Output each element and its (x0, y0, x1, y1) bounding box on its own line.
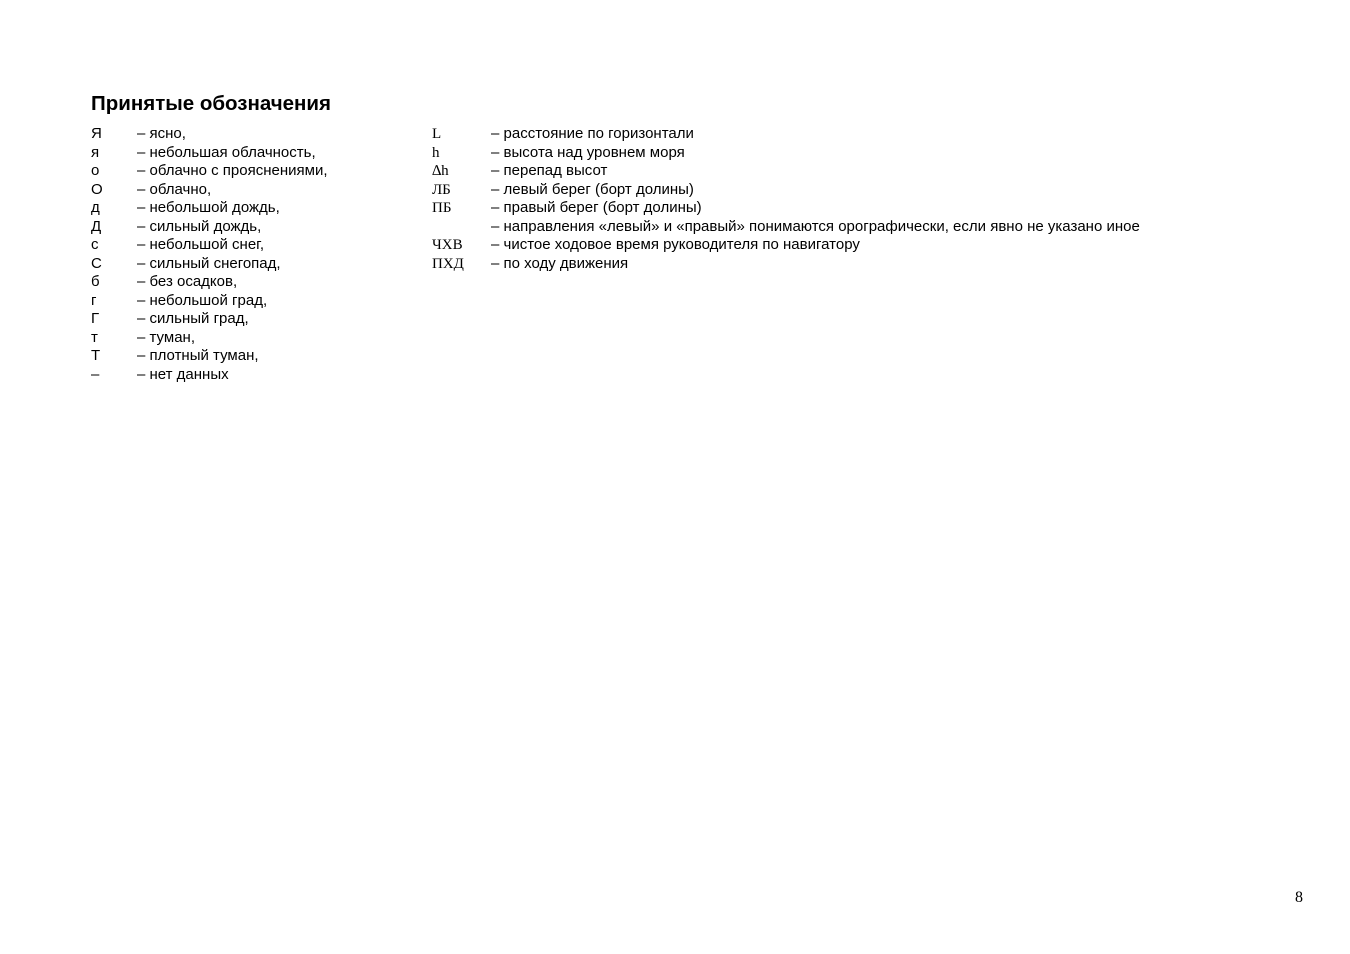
legend-symbol: С (91, 254, 102, 272)
legend-symbol: с (91, 236, 99, 253)
legend-description: – туман, (137, 328, 195, 346)
legend-row (91, 162, 328, 181)
route-legend (432, 125, 1140, 273)
legend-description: – без осадков, (137, 273, 238, 290)
legend-description: – направления «левый» и «правый» понимаются орографически, если явно не указано иное (491, 217, 1140, 235)
legend-symbol: L (432, 126, 442, 142)
legend-symbol: г (91, 291, 97, 309)
legend-description: – плотный туман, (137, 347, 259, 364)
legend-description: – ясно, (137, 125, 186, 142)
weather-legend (91, 125, 328, 384)
legend-row (432, 236, 1140, 255)
legend-description: – расстояние по горизонтали (491, 125, 694, 142)
legend-symbol: ПБ (432, 200, 452, 216)
legend-symbol: – (91, 365, 100, 383)
legend-description: – облачно, (137, 180, 212, 198)
legend-symbol: т (91, 328, 98, 346)
legend-row (432, 162, 1140, 181)
legend-symbol: Д (91, 217, 102, 235)
legend-row (432, 218, 1140, 237)
legend-symbol: д (91, 199, 100, 216)
legend-symbol: ЧХВ (432, 237, 463, 253)
legend-row (432, 125, 1140, 144)
page-title: Принятые обозначения (91, 92, 331, 115)
legend-row (91, 218, 328, 237)
legend-row (91, 292, 328, 311)
legend-symbol: h (432, 144, 440, 161)
legend-description: – сильный снегопад, (137, 254, 281, 272)
legend-row (432, 255, 1140, 274)
legend-symbol: Я (91, 125, 102, 142)
legend-row (91, 273, 328, 292)
legend-row (91, 181, 328, 200)
legend-row (432, 199, 1140, 218)
legend-row (91, 199, 328, 218)
legend-symbol: ЛБ (432, 181, 451, 198)
page-number: 8 (1295, 889, 1303, 906)
legend-row (91, 310, 328, 329)
legend-description: – сильный град, (137, 310, 249, 327)
legend-description: – чистое ходовое время руководителя по навигатору (491, 236, 860, 253)
legend-description: – левый берег (борт долины) (491, 180, 694, 198)
legend-row (91, 144, 328, 163)
legend-description: – правый берег (борт долины) (491, 199, 702, 216)
legend-description: – перепад высот (491, 162, 608, 179)
legend-description: – небольшой град, (137, 291, 268, 309)
legend-symbol: я (91, 143, 100, 161)
legend-row (91, 347, 328, 366)
legend-symbol: о (91, 162, 100, 179)
legend-row (91, 236, 328, 255)
legend-symbol: О (91, 180, 103, 198)
legend-description: – сильный дождь, (137, 217, 262, 235)
legend-row (432, 144, 1140, 163)
legend-description: – небольшая облачность, (137, 143, 316, 161)
legend-symbol: ПХД (432, 255, 464, 272)
legend-description: – высота над уровнем моря (491, 143, 685, 161)
legend-row (432, 181, 1140, 200)
legend-description: – небольшой дождь, (137, 199, 280, 216)
legend-symbol: ∆h (432, 163, 449, 179)
legend-row (91, 255, 328, 274)
legend-symbol: б (91, 273, 100, 290)
legend-symbol: Г (91, 310, 100, 327)
legend-row (91, 366, 328, 385)
legend-description: – нет данных (137, 365, 229, 383)
legend-description: – по ходу движения (491, 254, 629, 272)
legend-description: – облачно с прояснениями, (137, 162, 328, 179)
legend-description: – небольшой снег, (137, 236, 264, 253)
legend-row (91, 125, 328, 144)
legend-symbol: Т (91, 347, 101, 364)
legend-row (91, 329, 328, 348)
